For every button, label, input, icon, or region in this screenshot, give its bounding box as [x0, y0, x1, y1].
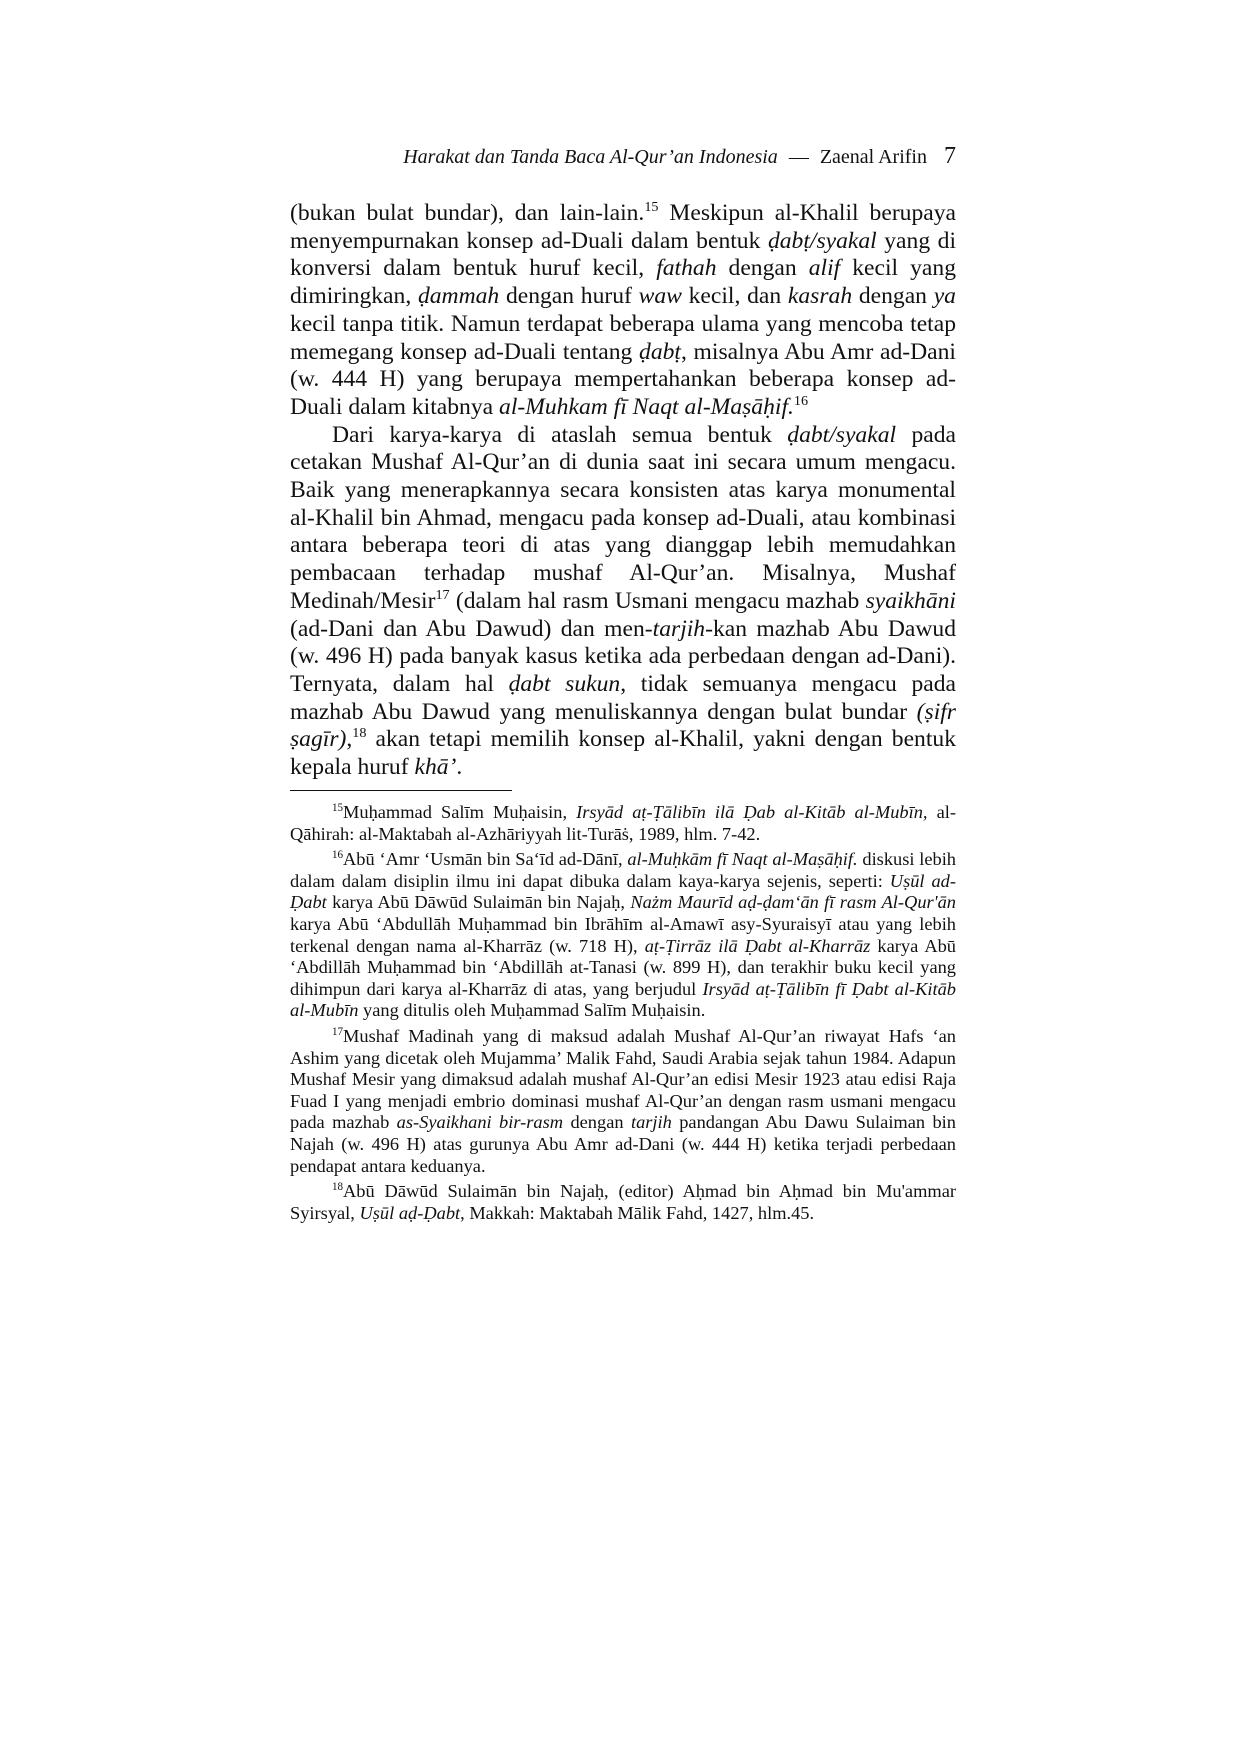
footnote-reference: 16 — [332, 849, 344, 862]
italic-term: fathah — [656, 255, 717, 282]
italic-term: ḍabṭ — [639, 338, 681, 365]
text-run: yang ditulis oleh Muḥammad Salīm Muḥaisin. — [358, 1000, 706, 1021]
text-run: , — [346, 726, 353, 753]
italic-term: ḍammah — [417, 283, 500, 310]
italic-term: Irsyād aṭ-Ṭālibīn fī Ḍabt al-Kitāb al-Mubīn — [290, 978, 956, 1021]
body-paragraph — [290, 422, 956, 782]
header-author: Zaenal Arifin — [819, 146, 927, 168]
text-run: . — [456, 754, 463, 781]
italic-term: ya — [933, 283, 956, 310]
footnote-divider — [290, 790, 512, 791]
text-run: (ad-Dani dan Abu Dawud) dan men- — [290, 615, 653, 642]
footnote-reference: 17 — [332, 1025, 344, 1038]
text-run: (dalam hal rasm Usmani mengacu mazhab — [449, 587, 866, 614]
text-run: karya Abū ‘Abdullāh Muḥammad bin Ibrāhīm al-Amawī asy-Syuraisyī atau yang lebih terkenal dengan nama al-Kharrāz (w. 718 H), — [290, 913, 956, 956]
italic-term: aṭ-Ṭirrāz ilā Ḍabt al-Kharrāz — [644, 935, 871, 956]
footnote-reference: 15 — [644, 199, 659, 216]
text-run: pandangan Abu Dawu Sulaiman bin Najah (w. 496 H) atas gurunya Abu Amr ad-Dani (w. 444 H) ketika terjadi perbedaan pendapat antara keduanya. — [290, 1112, 956, 1176]
footnotes — [290, 802, 956, 1228]
text-run: karya Abū Dāwūd Sulaimān bin Najaḥ, — [326, 892, 631, 913]
text-run: Meskipun al-Khalil berupaya menyempurnakan konsep ad-Duali dalam bentuk — [290, 200, 957, 254]
text-run: dengan — [716, 255, 809, 282]
header-dash: — — [788, 146, 809, 168]
body-text — [290, 200, 956, 782]
italic-term: Irsyād aṭ-Ṭālibīn ilā Ḍab al-Kitāb al-Mubīn, — [576, 802, 928, 822]
text-run: kecil yang dimiringkan, — [290, 255, 956, 310]
header-book-title: Harakat dan Tanda Baca Al-Qur’an Indonesia — [403, 146, 778, 168]
footnote — [290, 1181, 956, 1224]
italic-term: as-Syaikhani bir-rasm — [396, 1112, 564, 1133]
italic-term: ḍabṭ/syakal — [767, 227, 877, 254]
page-number: 7 — [944, 143, 956, 169]
text-run: Abū ‘Amr ‘Usmān bin Sa‘īd ad-Dānī, — [343, 849, 628, 870]
italic-term: alif — [808, 255, 841, 282]
text-run: pada cetakan Mushaf Al-Qur’an di dunia saat ini secara umum mengacu. Baik yang menerapkannya secara konsisten atas karya monumental al-Khalil bin Ahmad, mengacu pada konsep ad-Duali, atau kombinasi antara beberapa teori di atas yang dianggap lebih memudahkan pembacaan terhadap mushaf Al-Qur’an. Misalnya, Mushaf Medinah/Mesir — [290, 421, 956, 614]
footnote — [290, 1026, 956, 1177]
text-run: kecil, dan — [681, 283, 788, 310]
text-run: yang di konversi dalam bentuk huruf kecil, — [290, 227, 956, 282]
italic-term: ḍabt/syakal — [787, 421, 897, 448]
italic-term: Nażm Maurīd aḍ-ḍam‘ān fī rasm Al-Qur'ān — [630, 892, 956, 913]
text-run: Mushaf Madinah yang di maksud adalah Mushaf Al-Qur’an riwayat Hafs ‘an Ashim yang dicetak oleh Mujamma’ Malik Fahd, Saudi Arabia sejak tahun 1984. Adapun Mushaf Mesir yang dimaksud adalah mushaf Al-Qur’an edisi Mesir 1923 atau edisi Raja Fuad I yang menjadi embrio dominasi mushaf Al-Qur’an dengan rasm usmani mengacu pada mazhab — [290, 1025, 956, 1133]
footnote-reference: 18 — [332, 1180, 344, 1193]
footnote-reference: 17 — [435, 586, 450, 603]
italic-term: khā’ — [414, 754, 457, 781]
text-run: dengan — [563, 1112, 631, 1133]
italic-term: kasrah — [787, 283, 853, 310]
footnote-reference: 15 — [332, 801, 344, 814]
text-run: (bukan bulat bundar), dan lain-lain. — [290, 200, 645, 226]
italic-term: syaikhāni — [865, 587, 956, 614]
text-run: Muḥammad Salīm Muḥaisin, — [343, 802, 577, 822]
text-run: Dari karya-karya di ataslah semua bentuk — [332, 421, 788, 448]
italic-term: al-Muhkam fī Naqt al-Maṣāḥif. — [499, 393, 794, 420]
italic-term: Uṣūl ad-Ḍabt — [290, 870, 956, 913]
italic-term: al-Muḥkām fī Naqt al-Maṣāḥif. — [627, 849, 858, 870]
text-run: kecil tanpa titik. Namun terdapat beberapa ulama yang mencoba tetap memegang konsep ad-Duali tentang — [290, 310, 956, 365]
text-run: diskusi lebih dalam dalam disiplin ilmu ini dapat dibuka dalam kaya-karya sejenis, seperti: — [290, 849, 957, 891]
footnote — [290, 849, 956, 1022]
running-header — [290, 142, 956, 171]
text-run: karya Abū ‘Abdillāh Muḥammad bin ‘Abdillāh at-Tanasi (w. 899 H), dan terakhir buku kecil yang dihimpun dari karya al-Kharrāz di atas, yang berjudul — [290, 935, 956, 999]
text-run: , Makkah: Maktabah Mālik Fahd, 1427, hlm.45. — [460, 1202, 815, 1223]
italic-term: (ṣifr ṣagīr) — [290, 698, 956, 753]
italic-term: waw — [638, 283, 682, 310]
text-run: -kan mazhab Abu Dawud (w. 496 H) pada banyak kasus ketika ada perbedaan dengan ad-Dani). Ternyata, dalam hal — [290, 615, 956, 697]
text-run: dengan — [852, 283, 934, 310]
italic-term: tarjih — [652, 615, 706, 642]
text-run: akan tetapi memilih konsep al-Khalil, yakni dengan bentuk kepala huruf — [290, 726, 956, 781]
footnote-reference: 18 — [352, 725, 367, 742]
text-run: , misalnya Abu Amr ad-Dani (w. 444 H) yang berupaya mempertahankan beberapa konsep ad-Duali dalam kitabnya — [290, 338, 956, 420]
text-run: , tidak semuanya mengacu pada mazhab Abu Dawud yang menuliskannya dengan bulat bundar — [290, 670, 956, 725]
text-run: al-Qāhirah: al-Maktabah al-Azhāriyyah lit-Turāṡ, 1989, hlm. 7-42. — [290, 802, 957, 844]
text-run: Abū Dāwūd Sulaimān bin Najaḥ, (editor) Aḥmad bin Aḥmad bin Mu'ammar Syirsyal, — [290, 1181, 956, 1223]
body-paragraph — [290, 200, 956, 422]
italic-term: tarjih — [630, 1112, 672, 1133]
text-run: dengan huruf — [499, 283, 639, 310]
footnote-reference: 16 — [793, 393, 809, 410]
italic-term: ḍabt sukun — [508, 670, 621, 697]
footnote — [290, 802, 956, 845]
italic-term: Uṣūl aḍ-Ḍabt — [359, 1202, 461, 1223]
